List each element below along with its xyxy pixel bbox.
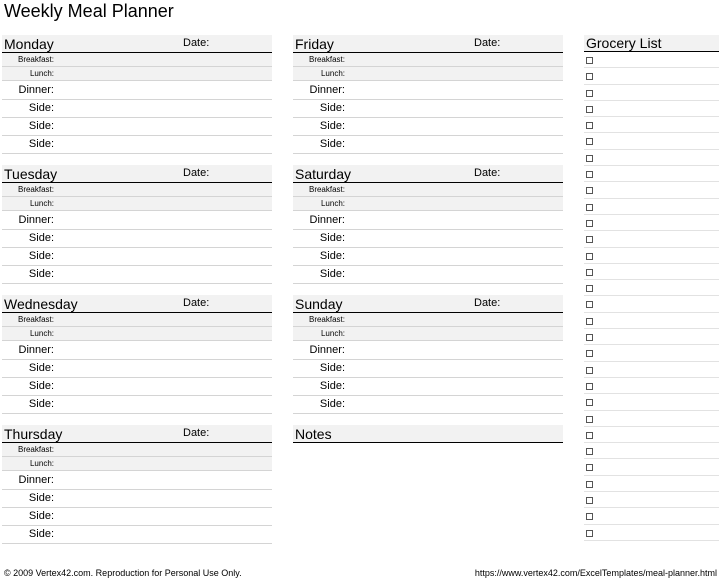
meal-label: Side: bbox=[28, 232, 54, 244]
grocery-item[interactable] bbox=[584, 427, 719, 443]
meal-label: Lunch: bbox=[29, 69, 54, 78]
day-block-sunday bbox=[293, 295, 563, 414]
grocery-item[interactable] bbox=[584, 215, 719, 231]
grocery-item[interactable] bbox=[584, 394, 719, 410]
grocery-item[interactable] bbox=[584, 68, 719, 84]
checkbox-icon[interactable] bbox=[586, 448, 593, 455]
meal-label: Dinner: bbox=[18, 214, 54, 226]
date-label[interactable]: Date: bbox=[183, 297, 210, 309]
meal-row-side[interactable] bbox=[2, 490, 272, 508]
checkbox-icon[interactable] bbox=[586, 416, 593, 423]
grocery-item[interactable] bbox=[584, 150, 719, 166]
meal-row-dinner[interactable] bbox=[293, 211, 563, 230]
meal-label: Lunch: bbox=[29, 329, 54, 338]
meal-label: Breakfast: bbox=[17, 445, 54, 454]
day-header bbox=[2, 295, 272, 313]
checkbox-icon[interactable] bbox=[586, 464, 593, 471]
meal-row-side[interactable] bbox=[2, 360, 272, 378]
meal-label: Lunch: bbox=[320, 199, 345, 208]
meal-row-breakfast[interactable] bbox=[2, 443, 272, 457]
checkbox-icon[interactable] bbox=[586, 57, 593, 64]
meal-row-side[interactable] bbox=[2, 248, 272, 266]
grocery-item[interactable] bbox=[584, 248, 719, 264]
meal-row-side[interactable] bbox=[293, 248, 563, 266]
checkbox-icon[interactable] bbox=[586, 187, 593, 194]
meal-label: Dinner: bbox=[18, 344, 54, 356]
checkbox-icon[interactable] bbox=[586, 122, 593, 129]
meal-row-dinner[interactable] bbox=[293, 81, 563, 100]
meal-label: Side: bbox=[319, 102, 345, 114]
grocery-item[interactable] bbox=[584, 166, 719, 182]
checkbox-icon[interactable] bbox=[586, 90, 593, 97]
checkbox-icon[interactable] bbox=[586, 285, 593, 292]
meal-label: Lunch: bbox=[29, 199, 54, 208]
meal-row-dinner[interactable] bbox=[2, 81, 272, 100]
meal-row-lunch[interactable] bbox=[2, 197, 272, 211]
meal-row-lunch[interactable] bbox=[2, 67, 272, 81]
grocery-item[interactable] bbox=[584, 296, 719, 312]
grocery-item[interactable] bbox=[584, 85, 719, 101]
meal-label: Breakfast: bbox=[17, 315, 54, 324]
meal-row-dinner[interactable] bbox=[2, 211, 272, 230]
day-name: Thursday bbox=[4, 426, 63, 442]
notes-title: Notes bbox=[295, 426, 332, 442]
grocery-item[interactable] bbox=[584, 345, 719, 361]
meal-row-side[interactable] bbox=[293, 100, 563, 118]
meal-row-dinner[interactable] bbox=[2, 341, 272, 360]
meal-row-dinner[interactable] bbox=[293, 341, 563, 360]
day-name: Tuesday bbox=[4, 166, 58, 182]
meal-label: Breakfast: bbox=[17, 55, 54, 64]
date-label[interactable]: Date: bbox=[474, 297, 501, 309]
meal-label: Side: bbox=[28, 102, 54, 114]
grocery-items bbox=[584, 52, 719, 541]
grocery-item[interactable] bbox=[584, 378, 719, 394]
grocery-item[interactable] bbox=[584, 525, 719, 541]
day-block-tuesday bbox=[2, 165, 272, 284]
day-name: Wednesday bbox=[4, 296, 78, 312]
meal-label: Dinner: bbox=[18, 84, 54, 96]
checkbox-icon[interactable] bbox=[586, 383, 593, 390]
day-name: Monday bbox=[4, 36, 54, 52]
meal-row-breakfast[interactable] bbox=[2, 53, 272, 67]
day-name: Sunday bbox=[295, 296, 343, 312]
meal-row-side[interactable] bbox=[293, 360, 563, 378]
meal-label: Side: bbox=[319, 362, 345, 374]
day-header bbox=[2, 35, 272, 53]
checkbox-icon[interactable] bbox=[586, 301, 593, 308]
checkbox-icon[interactable] bbox=[586, 253, 593, 260]
meal-label: Side: bbox=[319, 380, 345, 392]
day-block-saturday bbox=[293, 165, 563, 284]
meal-row-side[interactable] bbox=[293, 266, 563, 284]
day-name: Saturday bbox=[295, 166, 352, 182]
meal-row-side[interactable] bbox=[293, 230, 563, 248]
meal-label: Lunch: bbox=[29, 459, 54, 468]
day-header bbox=[2, 165, 272, 183]
grocery-item[interactable] bbox=[584, 199, 719, 215]
grocery-item[interactable] bbox=[584, 133, 719, 149]
grocery-item[interactable] bbox=[584, 280, 719, 296]
meal-label: Side: bbox=[28, 250, 54, 262]
meal-label: Side: bbox=[28, 120, 54, 132]
checkbox-icon[interactable] bbox=[586, 530, 593, 537]
meal-row-side[interactable] bbox=[293, 118, 563, 136]
meal-row-side[interactable] bbox=[2, 396, 272, 414]
checkbox-icon[interactable] bbox=[586, 399, 593, 406]
grocery-item[interactable] bbox=[584, 476, 719, 492]
meal-label: Side: bbox=[319, 250, 345, 262]
meal-label: Side: bbox=[28, 362, 54, 374]
meal-label: Side: bbox=[28, 510, 54, 522]
meal-label: Side: bbox=[319, 268, 345, 280]
grocery-header bbox=[584, 35, 719, 52]
meal-label: Side: bbox=[28, 380, 54, 392]
checkbox-icon[interactable] bbox=[586, 204, 593, 211]
meal-label: Dinner: bbox=[309, 344, 345, 356]
meal-label: Lunch: bbox=[320, 69, 345, 78]
meal-row-lunch[interactable] bbox=[2, 457, 272, 471]
day-block-thursday bbox=[2, 425, 272, 544]
checkbox-icon[interactable] bbox=[586, 171, 593, 178]
meal-label: Side: bbox=[28, 492, 54, 504]
date-label[interactable]: Date: bbox=[474, 167, 501, 179]
grocery-list bbox=[584, 35, 719, 541]
checkbox-icon[interactable] bbox=[586, 236, 593, 243]
meal-label: Lunch: bbox=[320, 329, 345, 338]
checkbox-icon[interactable] bbox=[586, 73, 593, 80]
date-label[interactable]: Date: bbox=[474, 37, 501, 49]
meal-label: Side: bbox=[28, 398, 54, 410]
date-label[interactable]: Date: bbox=[183, 427, 210, 439]
meal-row-side[interactable] bbox=[293, 396, 563, 414]
meal-row-side[interactable] bbox=[2, 118, 272, 136]
date-label[interactable]: Date: bbox=[183, 37, 210, 49]
checkbox-icon[interactable] bbox=[586, 106, 593, 113]
checkbox-icon[interactable] bbox=[586, 513, 593, 520]
checkbox-icon[interactable] bbox=[586, 334, 593, 341]
day-header bbox=[293, 295, 563, 313]
meal-row-dinner[interactable] bbox=[2, 471, 272, 490]
day-header bbox=[293, 165, 563, 183]
day-header bbox=[2, 425, 272, 443]
meal-label: Side: bbox=[319, 120, 345, 132]
grocery-item[interactable] bbox=[584, 362, 719, 378]
meal-row-side[interactable] bbox=[293, 378, 563, 396]
meal-row-lunch[interactable] bbox=[293, 197, 563, 211]
day-block-monday bbox=[2, 35, 272, 154]
grocery-item[interactable] bbox=[584, 508, 719, 524]
date-label[interactable]: Date: bbox=[183, 167, 210, 179]
grocery-item[interactable] bbox=[584, 329, 719, 345]
checkbox-icon[interactable] bbox=[586, 350, 593, 357]
grocery-item[interactable] bbox=[584, 492, 719, 508]
footer-copyright: © 2009 Vertex42.com. Reproduction for Personal Use Only. bbox=[4, 568, 242, 578]
meal-label: Breakfast: bbox=[308, 185, 345, 194]
meal-label: Breakfast: bbox=[17, 185, 54, 194]
notes-header bbox=[293, 425, 563, 443]
meal-row-breakfast[interactable] bbox=[2, 183, 272, 197]
meal-row-side[interactable] bbox=[2, 100, 272, 118]
meal-label: Side: bbox=[28, 138, 54, 150]
checkbox-icon[interactable] bbox=[586, 497, 593, 504]
grocery-item[interactable] bbox=[584, 101, 719, 117]
day-block-wednesday bbox=[2, 295, 272, 414]
checkbox-icon[interactable] bbox=[586, 220, 593, 227]
meal-row-breakfast[interactable] bbox=[293, 183, 563, 197]
meal-row-breakfast[interactable] bbox=[2, 313, 272, 327]
meal-row-side[interactable] bbox=[2, 508, 272, 526]
day-header bbox=[293, 35, 563, 53]
meal-row-lunch[interactable] bbox=[293, 327, 563, 341]
meal-label: Dinner: bbox=[18, 474, 54, 486]
day-name: Friday bbox=[295, 36, 334, 52]
meal-label: Breakfast: bbox=[308, 315, 345, 324]
grocery-item[interactable] bbox=[584, 52, 719, 68]
grocery-item[interactable] bbox=[584, 459, 719, 475]
checkbox-icon[interactable] bbox=[586, 318, 593, 325]
meal-label: Dinner: bbox=[309, 84, 345, 96]
grocery-item[interactable] bbox=[584, 443, 719, 459]
meal-row-side[interactable] bbox=[2, 266, 272, 284]
meal-label: Side: bbox=[319, 398, 345, 410]
grocery-item[interactable] bbox=[584, 117, 719, 133]
meal-label: Breakfast: bbox=[308, 55, 345, 64]
meal-row-side[interactable] bbox=[2, 136, 272, 154]
checkbox-icon[interactable] bbox=[586, 432, 593, 439]
meal-row-breakfast[interactable] bbox=[293, 313, 563, 327]
meal-row-lunch[interactable] bbox=[2, 327, 272, 341]
meal-row-side[interactable] bbox=[2, 230, 272, 248]
grocery-item[interactable] bbox=[584, 411, 719, 427]
meal-label: Side: bbox=[319, 232, 345, 244]
grocery-item[interactable] bbox=[584, 231, 719, 247]
footer-url[interactable]: https://www.vertex42.com/ExcelTemplates/meal-planner.html bbox=[474, 568, 717, 578]
meal-row-lunch[interactable] bbox=[293, 67, 563, 81]
meal-row-breakfast[interactable] bbox=[293, 53, 563, 67]
checkbox-icon[interactable] bbox=[586, 138, 593, 145]
meal-label: Side: bbox=[28, 268, 54, 280]
grocery-item[interactable] bbox=[584, 313, 719, 329]
meal-label: Side: bbox=[319, 138, 345, 150]
meal-label: Dinner: bbox=[309, 214, 345, 226]
grocery-item[interactable] bbox=[584, 264, 719, 280]
grocery-item[interactable] bbox=[584, 182, 719, 198]
checkbox-icon[interactable] bbox=[586, 367, 593, 374]
meal-row-side[interactable] bbox=[293, 136, 563, 154]
day-block-friday bbox=[293, 35, 563, 154]
checkbox-icon[interactable] bbox=[586, 481, 593, 488]
checkbox-icon[interactable] bbox=[586, 269, 593, 276]
meal-row-side[interactable] bbox=[2, 378, 272, 396]
meal-row-side[interactable] bbox=[2, 526, 272, 544]
grocery-title: Grocery List bbox=[586, 35, 662, 51]
meal-label: Side: bbox=[28, 528, 54, 540]
checkbox-icon[interactable] bbox=[586, 155, 593, 162]
page-title: Weekly Meal Planner bbox=[4, 1, 174, 21]
